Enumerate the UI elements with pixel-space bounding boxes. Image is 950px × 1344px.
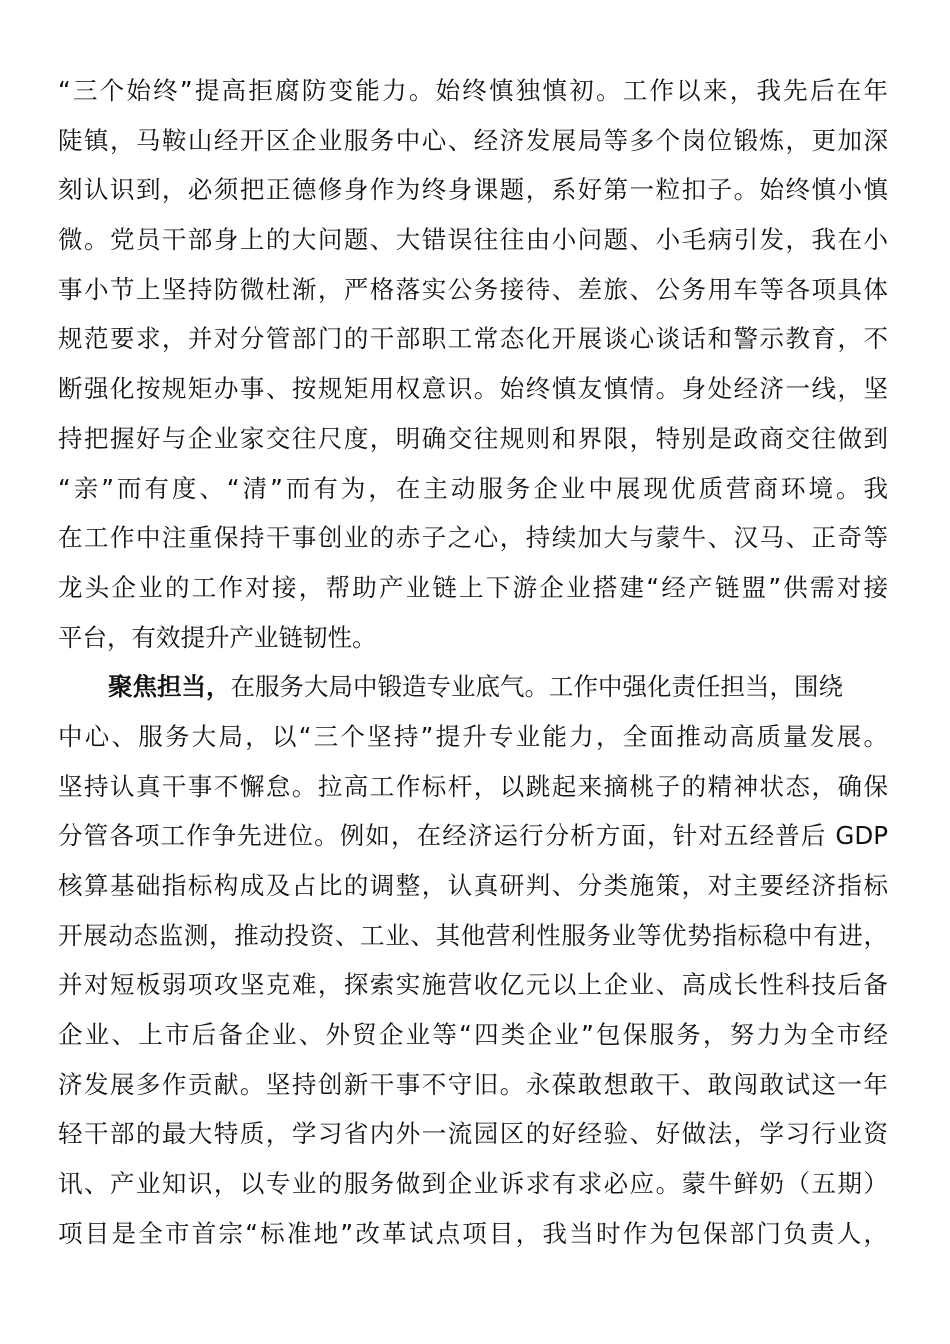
text-line: 坚持认真干事不懈怠。拉高工作标杆，以跳起来摘桃子的精神状态，确保: [58, 771, 888, 801]
text-line: 微。党员干部身上的大问题、大错误往往由小问题、小毛病引发，我在小: [58, 225, 888, 255]
text-line: 济发展多作贡献。坚持创新干事不守旧。永葆敢想敢干、敢闯敢试这一年: [58, 1069, 888, 1099]
text-line: 在工作中注重保持干事创业的赤子之心，持续加大与蒙牛、汉马、正奇等: [58, 523, 888, 553]
text-line: 断强化按规矩办事、按规矩用权意识。始终慎友慎情。身处经济一线，坚: [58, 374, 888, 404]
body-text: [58, 66, 888, 1259]
text-line: 开展动态监测，推动投资、工业、其他营利性服务业等优势指标稳中有进，: [58, 920, 888, 950]
text-line: 核算基础指标构成及占比的调整，认真研判、分类施策，对主要经济指标: [58, 871, 888, 900]
text-line: 龙头企业的工作对接，帮助产业链上下游企业搭建“经产链盟”供需对接: [58, 572, 888, 602]
paragraph-first-line: [58, 662, 888, 712]
text-line: 事小节上坚持防微杜渐，严格落实公务接待、差旅、公务用车等各项具体: [58, 274, 888, 304]
text-line: 平台，有效提升产业链韧性。: [58, 622, 377, 652]
text-line: 中心、服务大局，以“三个坚持”提升专业能力，全面推动高质量发展。: [58, 721, 888, 751]
text-line: “亲”而有度、“清”而有为，在主动服务企业中展现优质营商环境。我: [58, 473, 888, 503]
text-line: 刻认识到，必须把正德修身作为终身课题，系好第一粒扣子。始终慎小慎: [58, 175, 888, 205]
text-line: 企业、上市后备企业、外贸企业等“四类企业”包保服务，努力为全市经: [58, 1020, 888, 1050]
text-line: 持把握好与企业家交往尺度，明确交往规则和界限，特别是政商交往做到: [58, 423, 888, 453]
paragraph-lead: 聚焦担当，: [108, 672, 231, 702]
text-line: 陡镇，马鞍山经开区企业服务中心、经济发展局等多个岗位锻炼，更加深: [58, 125, 888, 155]
text-line: 项目是全市首宗“标准地”改革试点项目，我当时作为包保部门负责人，: [58, 1218, 888, 1248]
paragraph-first-line-rest: 在服务大局中锻造专业底气。工作中强化责任担当，围绕: [230, 672, 843, 702]
text-line: “三个始终”提高拒腐防变能力。始终慎独慎初。工作以来，我先后在年: [58, 76, 888, 105]
text-line: 规范要求，并对分管部门的干部职工常态化开展谈心谈话和警示教育，不: [58, 324, 888, 354]
text-line: 分管各项工作争先进位。例如，在经济运行分析方面，针对五经普后 GDP: [58, 821, 888, 851]
text-line: 轻干部的最大特质，学习省内外一流园区的好经验、好做法，学习行业资: [58, 1119, 888, 1149]
text-line: 讯、产业知识，以专业的服务做到企业诉求有求必应。蒙牛鲜奶（五期）: [58, 1169, 888, 1199]
text-line: 并对短板弱项攻坚克难，探索实施营收亿元以上企业、高成长性科技后备: [58, 970, 888, 1000]
